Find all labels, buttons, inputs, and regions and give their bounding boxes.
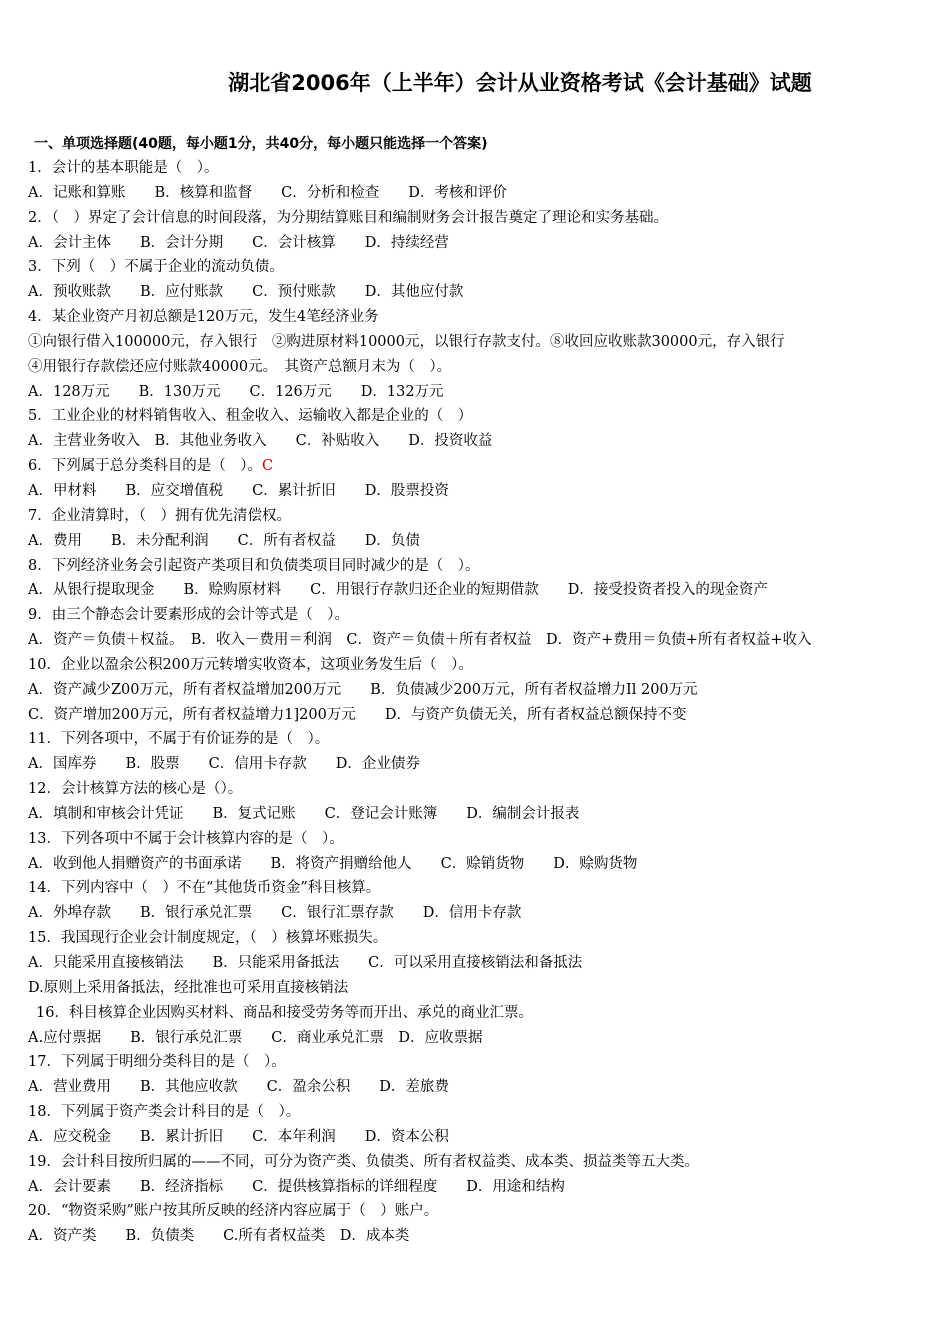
question-line: 11．下列各项中，不属于有价证券的是（ ）。	[28, 731, 330, 748]
document-title: 湖北省2006年（上半年）会计从业资格考试《会计基础》试题	[228, 71, 812, 95]
option-line: D.原则上采用备抵法，经批准也可采用直接核销法	[28, 979, 349, 996]
question-line: 8．下列经济业务会引起资产类项目和负债类项目同时减少的是（ ）。	[28, 557, 480, 574]
question-detail-line: ①向银行借入100000元，存入银行 ②购进原材料10000元，以银行存款支付。⑧收回应收账款30000元，存入银行	[28, 333, 785, 350]
question-line: 14．下列内容中（ ）不在“其他货币资金”科目核算。	[28, 880, 381, 897]
question-line: 16．科目核算企业因购买材料、商品和接受劳务等而开出、承兑的商业汇票。	[36, 1004, 533, 1021]
question-line: 1．会计的基本职能是（ ）。	[28, 160, 219, 176]
answer-hint: C	[261, 458, 274, 475]
question-line: 2．（ ）界定了会计信息的时间段落，为分期结算账目和编制财务会计报告奠定了理论和实务基础。	[28, 209, 668, 226]
option-line: A．外埠存款 B．银行承兑汇票 C．银行汇票存款 D．信用卡存款	[28, 905, 522, 922]
option-line: A．资产＝负债＋权益。 B．收入－费用＝利润 C．资产＝负债＋所有者权益 D．资产+费用＝负债+所有者权益+收入	[28, 632, 812, 649]
question-list	[28, 156, 920, 1249]
question-line: 20．“物资采购”账户按其所反映的经济内容应属于（ ）账户。	[28, 1203, 439, 1220]
option-line: A．记账和算账 B．核算和监督 C．分析和检查 D．考核和评价	[28, 184, 507, 201]
question-detail-line: ④用银行存款偿还应付账款40000元。 其资产总额月末为（ ）。	[28, 358, 452, 375]
option-line: A．预收账款 B．应付账款 C．预付账款 D．其他应付款	[28, 284, 464, 301]
option-line: A．费用 B．未分配利润 C．所有者权益 D．负债	[28, 532, 420, 549]
option-line: A．资产类 B．负债类 C.所有者权益类 D．成本类	[28, 1228, 410, 1245]
question-line: 4．某企业资产月初总额是120万元，发生4笔经济业务	[28, 309, 379, 326]
question-line: 7．企业清算时，（ ）拥有优先清偿权。	[28, 507, 291, 524]
option-line: A．128万元 B．130万元 C．126万元 D．132万元	[28, 383, 444, 400]
option-line: A．填制和审核会计凭证 B．复式记账 C．登记会计账簿 D．编制会计报表	[28, 805, 580, 822]
option-line: A．会计主体 B．会计分期 C．会计核算 D．持续经营	[28, 234, 449, 251]
option-line: A．从银行提取现金 B．赊购原材料 C．用银行存款归还企业的短期借款 D．接受投资者投入的现金资产	[28, 582, 768, 599]
option-line: A．只能采用直接核销法 B．只能采用备抵法 C．可以采用直接核销法和备抵法	[28, 955, 583, 971]
question-line: 15．我国现行企业会计制度规定，（ ）核算坏账损失。	[28, 930, 388, 947]
option-line: A．应交税金 B．累计折旧 C．本年利润 D．资本公积	[28, 1128, 449, 1145]
question-line	[28, 454, 920, 479]
option-line: A．资产减少Z00万元，所有者权益增加200万元 B．负债减少200万元，所有者权益增力Il 200万元	[28, 681, 698, 698]
option-line: A．会计要素 B．经济指标 C．提供核算指标的详细程度 D．用途和结构	[28, 1178, 565, 1195]
question-line: 13．下列各项中不属于会计核算内容的是（ ）。	[28, 830, 344, 847]
option-line: A．国库券 B．股票 C．信用卡存款 D．企业债券	[28, 756, 420, 773]
question-line: 12．会计核算方法的核心是（）。	[28, 781, 243, 798]
option-line: A.应付票据 B．银行承兑汇票 C．商业承兑汇票 D．应收票据	[28, 1029, 483, 1046]
question-line: 3．下列（ ）不属于企业的流动负债。	[28, 259, 284, 276]
question-line: 5．工业企业的材料销售收入、租金收入、运输收入都是企业的（ ）	[28, 408, 473, 425]
option-line: A．甲材料 B．应交增值税 C．累计折旧 D．股票投资	[28, 482, 449, 499]
question-line: 9．由三个静态会计要素形成的会计等式是（ ）。	[28, 607, 349, 624]
question-line: 18．下列属于资产类会计科目的是（ ）。	[28, 1104, 301, 1121]
option-line: A．收到他人捐赠资产的书面承诺 B．将资产捐赠给他人 C．赊销货物 D．赊购货物	[28, 855, 638, 872]
question-text: 6．下列属于总分类科目的是（ ）。	[28, 458, 262, 475]
section-heading: 一、单项选择题(40题，每小题1分，共40分，每小题只能选择一个答案)	[34, 136, 488, 152]
question-line: 10．企业以盈余公积200万元转增实收资本，这项业务发生后（ ）。	[28, 656, 473, 673]
option-line: C．资产增加200万元，所有者权益增力1]200万元 D．与资产负债无关，所有者权益总额保持不变	[28, 706, 687, 723]
question-line: 19．会计科目按所归属的——不同，可分为资产类、负债类、所有者权益类、成本类、损益类等五大类。	[28, 1153, 699, 1170]
question-line: 17．下列属于明细分类科目的是（ ）。	[28, 1054, 286, 1071]
option-line: A．营业费用 B．其他应收款 C．盈余公积 D．差旅费	[28, 1079, 449, 1096]
option-line: A．主营业务收入 B．其他业务收入 C．补贴收入 D．投资收益	[28, 433, 493, 450]
